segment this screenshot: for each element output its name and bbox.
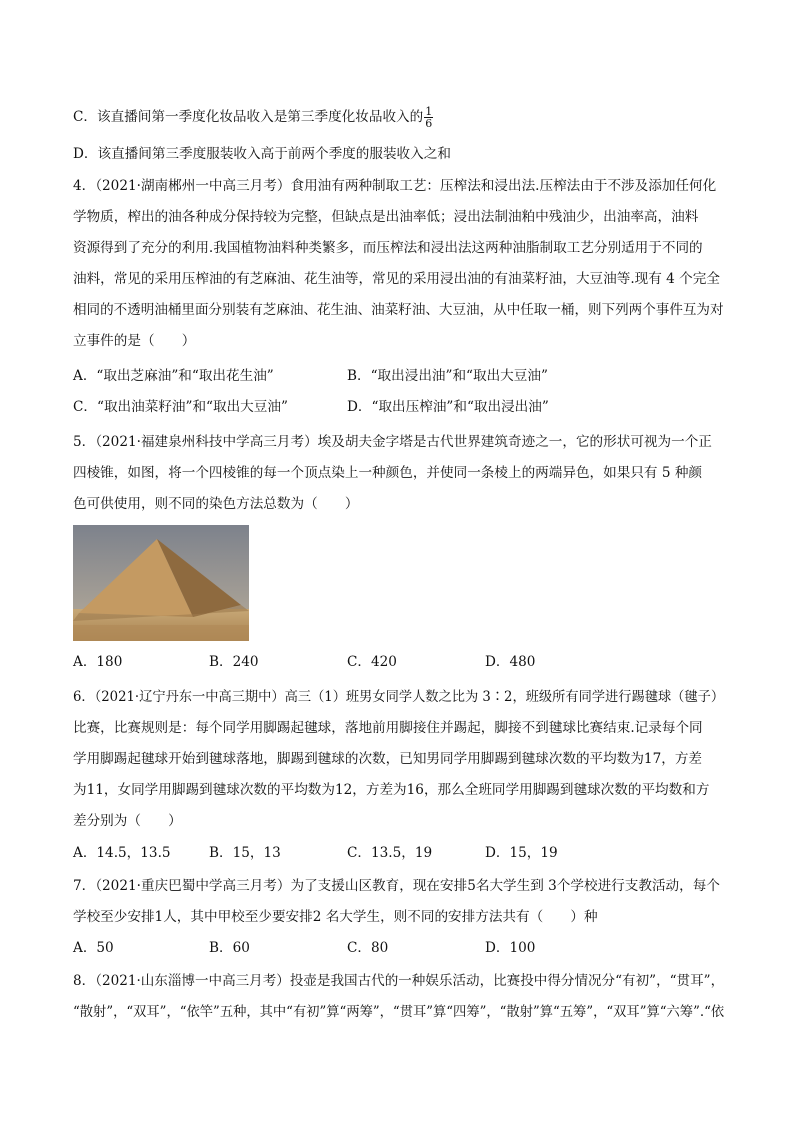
q6-line: 比赛，比赛规则是：每个同学用脚踢起毽球，落地前用脚接住并踢起，脚接不到毽球比赛结束.记录每个同 — [73, 720, 703, 736]
q5-option-b: B．240 — [209, 654, 259, 670]
q4-option-c: C．“取出油菜籽油”和“取出大豆油” — [73, 399, 288, 415]
q6-option-a: A．14.5，13.5 — [73, 845, 171, 861]
q6-line: 学用脚踢起毽球开始到毽球落地，脚踢到毽球的次数，已知男同学用脚踢到毽球次数的平均数为17，方差 — [73, 751, 703, 767]
q4-line: 油料，常见的采用压榨油的有芝麻油、花生油等，常见的采用浸出油的有油菜籽油，大豆油等.现有 4 个完全 — [73, 271, 720, 287]
q5-line: 色可供使用，则不同的染色方法总数为（ ） — [73, 496, 359, 512]
q6-option-d: D．15，19 — [485, 845, 558, 861]
q5-option-d: D．480 — [485, 654, 536, 670]
q5-option-a: A．180 — [73, 654, 123, 670]
q6-line: 差分别为（ ） — [73, 813, 182, 829]
q7-option-a: A．50 — [73, 940, 114, 956]
q4-option-a: A．“取出芝麻油”和“取出花生油” — [73, 368, 274, 384]
q4-line: 4．（2021·湖南郴州一中高三月考）食用油有两种制取工艺：压榨法和浸出法.压榨法由于不涉及添加任何化 — [73, 178, 717, 194]
q4-line: 相同的不透明油桶里面分别装有芝麻油、花生油、油菜籽油、大豆油，从中任取一桶，则下列两个事件互为对 — [73, 302, 724, 318]
q3-option-c — [73, 106, 433, 129]
q4-line: 资源得到了充分的利用.我国植物油料种类繁多，而压榨法和浸出法这两种油脂制取工艺分别适用于不同的 — [73, 240, 703, 256]
fraction — [424, 106, 433, 129]
q4-option-d: D．“取出压榨油”和“取出浸出油” — [347, 399, 549, 415]
q4-line: 立事件的是（ ） — [73, 333, 196, 349]
fraction-denominator: 6 — [425, 117, 433, 130]
q5-line: 5．（2021·福建泉州科技中学高三月考）埃及胡夫金字塔是古代世界建筑奇迹之一，它的形状可视为一个正 — [73, 434, 712, 450]
pyramid-photo — [73, 525, 249, 641]
q7-option-d: D．100 — [485, 940, 536, 956]
q3-option-d: D．该直播间第三季度服装收入高于前两个季度的服装收入之和 — [73, 146, 451, 162]
fraction-numerator: 1 — [425, 105, 433, 118]
q6-option-c: C．13.5，19 — [347, 845, 433, 861]
q6-line: 6．（2021·辽宁丹东一中高三期中）高三（1）班男女同学人数之比为 3∶2，班级所有同学进行踢毽球（毽子） — [73, 689, 725, 705]
q4-line: 学物质，榨出的油各种成分保持较为完整，但缺点是出油率低；浸出法制油粕中残油少，出油率高，油料 — [73, 209, 699, 225]
q6-line: 为11，女同学用脚踢到毽球次数的平均数为12，方差为16，那么全班同学用脚踢到毽球次数的平均数和方 — [73, 782, 710, 798]
q7-option-b: B．60 — [209, 940, 250, 956]
q8-line: 8．（2021·山东淄博一中高三月考）投壶是我国古代的一种娱乐活动，比赛投中得分情况分“有初”，“贯耳”， — [73, 973, 725, 989]
q7-option-c: C．80 — [347, 940, 389, 956]
q7-line: 7．（2021·重庆巴蜀中学高三月考）为了支援山区教育，现在安排5名大学生到 3个学校进行支教活动，每个 — [73, 878, 720, 894]
q7-line: 学校至少安排1人，其中甲校至少要安排2 名大学生，则不同的安排方法共有（ ）种 — [73, 909, 598, 925]
q5-line: 四棱锥，如图，将一个四棱锥的每一个顶点染上一种颜色，并使同一条棱上的两端异色，如果只有 5 种颜 — [73, 465, 703, 481]
q6-option-b: B．15，13 — [209, 845, 281, 861]
q5-option-c: C．420 — [347, 654, 397, 670]
q8-line: “散射”，“双耳”，“依竿”五种，其中“有初”算“两筹”，“贯耳”算“四筹”，“散射”算“五筹”，“双耳”算“六筹”.“依 — [73, 1004, 725, 1020]
q3-option-c-text: C．该直播间第一季度化妆品收入是第三季度化妆品收入的 — [73, 109, 424, 125]
q4-option-b: B．“取出浸出油”和“取出大豆油” — [347, 368, 548, 384]
